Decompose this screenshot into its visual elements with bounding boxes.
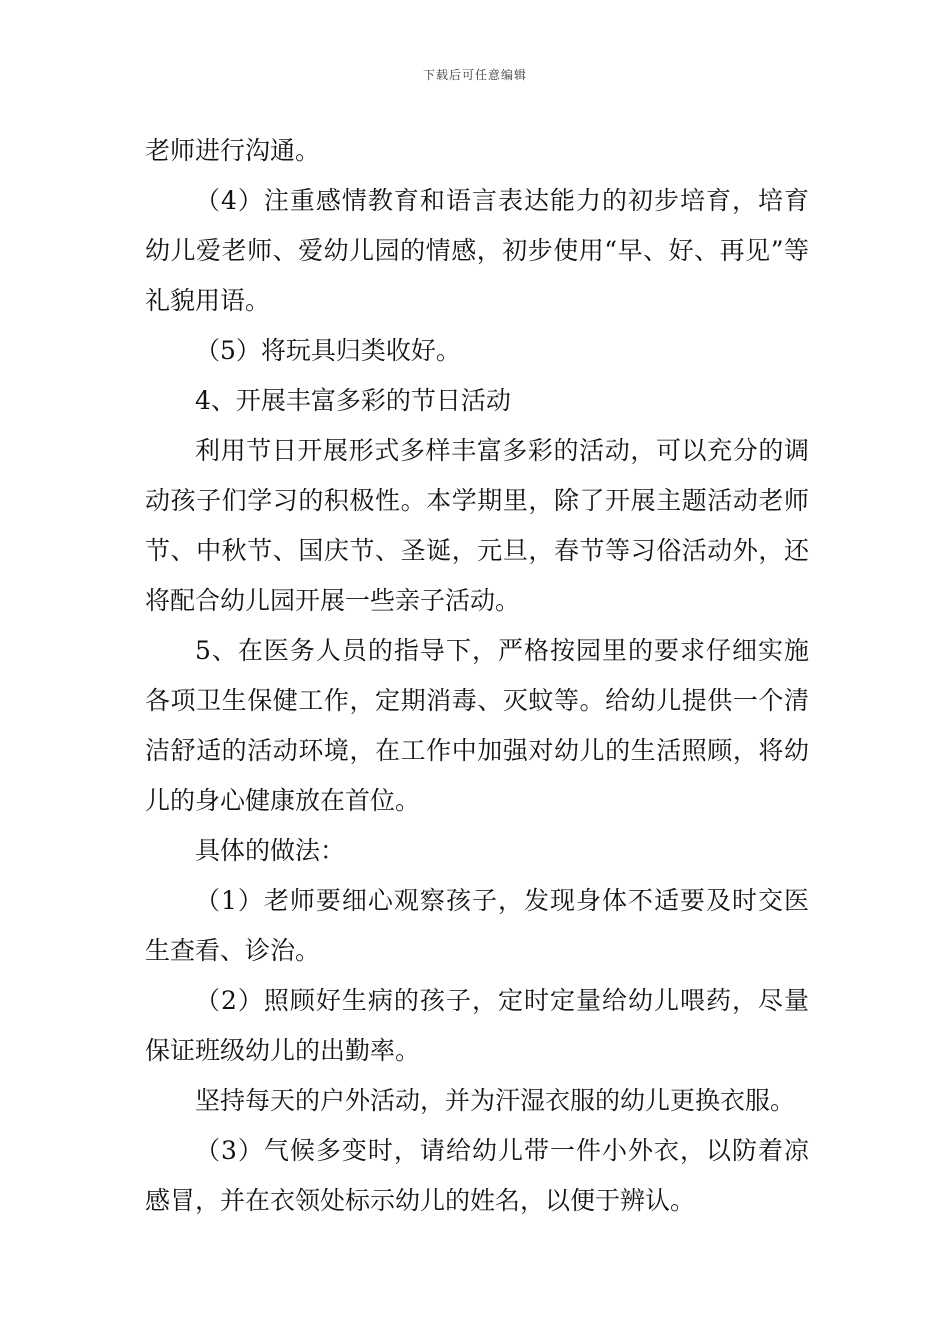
paragraph-item-4: （4）注重感情教育和语言表达能力的初步培育，培育幼儿爱老师、爱幼儿园的情感，初步使用“早、好、再见”等礼貌用语。 [145,186,809,315]
paragraph-method-1: （1）老师要细心观察孩子，发现身体不适要及时交医生查看、诊治。 [145,886,809,965]
paragraph-method-3: （3）气候多变时，请给幼儿带一件小外衣，以防着凉感冒，并在衣领处标示幼儿的姓名，以便于辨认。 [145,1136,809,1215]
section-heading-4: 4、开展丰富多彩的节日活动 [195,386,511,415]
paragraph-festival-activities: 利用节日开展形式多样丰富多彩的活动，可以充分的调动孩子们学习的积极性。本学期里，除了开展主题活动老师节、中秋节、国庆节、圣诞，元旦，春节等习俗活动外，还将配合幼儿园开展一些亲子活动。 [145,436,809,615]
header-note: 下载后可任意编辑 [422,68,527,82]
section-heading-5: 5、在医务人员的指导下，严格按园里的要求仔细实施各项卫生保健工作，定期消毒、灭蚊等。给幼儿提供一个清洁舒适的活动环境，在工作中加强对幼儿的生活照顾，将幼儿的身心健康放在首位。 [145,636,809,815]
paragraph-item-5: （5）将玩具归类收好。 [195,336,461,365]
paragraph-methods-heading: 具体的做法： [195,836,346,865]
document-body [145,126,809,1226]
paragraph-outdoor-activity: 坚持每天的户外活动，并为汗湿衣服的幼儿更换衣服。 [195,1086,796,1115]
paragraph-continuation: 老师进行沟通。 [145,136,321,165]
paragraph-method-2: （2）照顾好生病的孩子，定时定量给幼儿喂药，尽量保证班级幼儿的出勤率。 [145,986,809,1065]
